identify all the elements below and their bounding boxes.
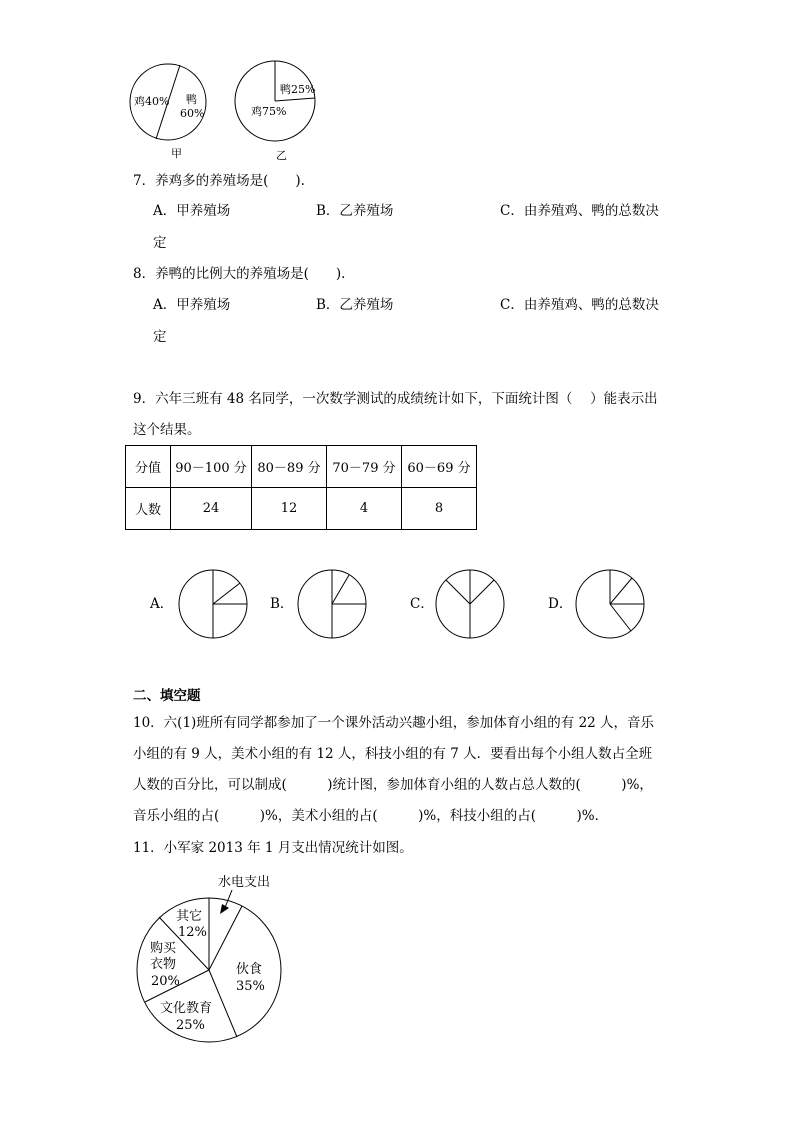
q9-pie-d-line bbox=[610, 578, 632, 604]
q9-pie-d[interactable] bbox=[574, 568, 646, 640]
q8-option-a[interactable]: A．甲养殖场 bbox=[153, 297, 231, 313]
pie-yi-caption: 乙 bbox=[276, 149, 287, 162]
table-cell: 24 bbox=[171, 488, 252, 530]
table-row bbox=[126, 446, 477, 488]
pie-chart-yi bbox=[232, 58, 322, 148]
table-cell: 80－89 分 bbox=[252, 446, 327, 488]
q10-line1: 10．六(1)班所有同学都参加了一个课外活动兴趣小组，参加体育小组的有 22 人，音乐 bbox=[133, 715, 655, 731]
q9-option-b[interactable]: B． bbox=[270, 596, 294, 612]
q7-stem: 7．养鸡多的养殖场是( ). bbox=[133, 173, 305, 189]
q10-line4: 音乐小组的占( )%，美术小组的占( )%，科技小组的占( )%． bbox=[133, 808, 609, 824]
q11-other-pct: 12% bbox=[178, 925, 207, 940]
pie-jia-duck-name: 鸭 bbox=[186, 93, 197, 106]
table-cell: 4 bbox=[327, 488, 402, 530]
q11-callout-label: 水电支出 bbox=[218, 875, 271, 890]
q11-pie-line bbox=[209, 970, 237, 1037]
q11-stem: 11．小军家 2013 年 1 月支出情况统计如图。 bbox=[133, 840, 413, 856]
q9-pie-c-line bbox=[446, 580, 470, 604]
pie-yi-chicken-label: 鸡75% bbox=[251, 105, 287, 118]
q9-pie-b[interactable] bbox=[296, 568, 368, 640]
q11-food-name: 伙食 bbox=[236, 962, 263, 977]
callout-arrow-icon bbox=[214, 888, 254, 928]
q9-pie-d-line bbox=[610, 604, 631, 631]
score-table bbox=[125, 445, 477, 530]
table-cell: 人数 bbox=[126, 488, 171, 530]
q11-food-pct: 35% bbox=[236, 979, 265, 994]
q9-pie-b-line bbox=[332, 575, 349, 604]
q11-edu-pct: 25% bbox=[176, 1018, 205, 1033]
q11-clothes-name1: 购买 bbox=[150, 941, 177, 956]
q9-stem-line2: 这个结果。 bbox=[133, 422, 201, 438]
table-cell: 12 bbox=[252, 488, 327, 530]
q11-edu-name: 文化教育 bbox=[160, 1001, 213, 1016]
q7-option-b[interactable]: B．乙养殖场 bbox=[316, 203, 394, 219]
pie-jia-chicken-label: 鸡40% bbox=[134, 95, 170, 108]
q10-line2: 小组的有 9 人，美术小组的有 12 人，科技小组的有 7 人．要看出每个小组人数占全班 bbox=[133, 746, 653, 762]
q9-option-c[interactable]: C． bbox=[410, 596, 434, 612]
q9-pie-a[interactable] bbox=[177, 568, 249, 640]
table-cell: 分值 bbox=[126, 446, 171, 488]
q11-clothes-name2: 衣物 bbox=[150, 957, 177, 972]
q7-option-a[interactable]: A．甲养殖场 bbox=[153, 203, 231, 219]
table-cell: 70－79 分 bbox=[327, 446, 402, 488]
table-cell: 60－69 分 bbox=[402, 446, 477, 488]
q9-pie-c-line bbox=[470, 580, 494, 604]
table-cell: 90－100 分 bbox=[171, 446, 252, 488]
q9-stem-line1: 9．六年三班有 48 名同学，一次数学测试的成绩统计如下，下面统计图（ ）能表示出 bbox=[133, 391, 658, 407]
table-cell: 8 bbox=[402, 488, 477, 530]
q9-pie-c[interactable] bbox=[434, 568, 506, 640]
q11-clothes-pct: 20% bbox=[151, 974, 180, 989]
pie-jia-caption: 甲 bbox=[171, 147, 182, 160]
section-title: 二、填空题 bbox=[133, 688, 201, 704]
pie-yi-slice-line bbox=[275, 98, 315, 101]
q9-pie-a-line bbox=[213, 583, 240, 604]
q9-option-d[interactable]: D． bbox=[548, 596, 573, 612]
pie-jia-slice-line bbox=[168, 65, 180, 102]
q8-option-c[interactable]: C．由养殖鸡、鸭的总数决 bbox=[500, 297, 659, 313]
q11-other-name: 其它 bbox=[176, 909, 203, 924]
pie-yi-duck-label: 鸭25% bbox=[280, 83, 316, 96]
q9-option-a[interactable]: A． bbox=[150, 596, 174, 612]
q8-option-b[interactable]: B．乙养殖场 bbox=[316, 297, 394, 313]
q7-option-c-cont: 定 bbox=[153, 235, 167, 251]
table-row bbox=[126, 488, 477, 530]
q10-line3: 人数的百分比，可以制成( )统计图，参加体育小组的人数占总人数的( )%， bbox=[133, 777, 653, 793]
q7-option-c[interactable]: C．由养殖鸡、鸭的总数决 bbox=[500, 203, 659, 219]
q8-option-c-cont: 定 bbox=[153, 329, 167, 345]
pie-jia-duck-pct: 60% bbox=[180, 107, 205, 120]
q8-stem: 8．养鸭的比例大的养殖场是( ). bbox=[133, 266, 346, 282]
